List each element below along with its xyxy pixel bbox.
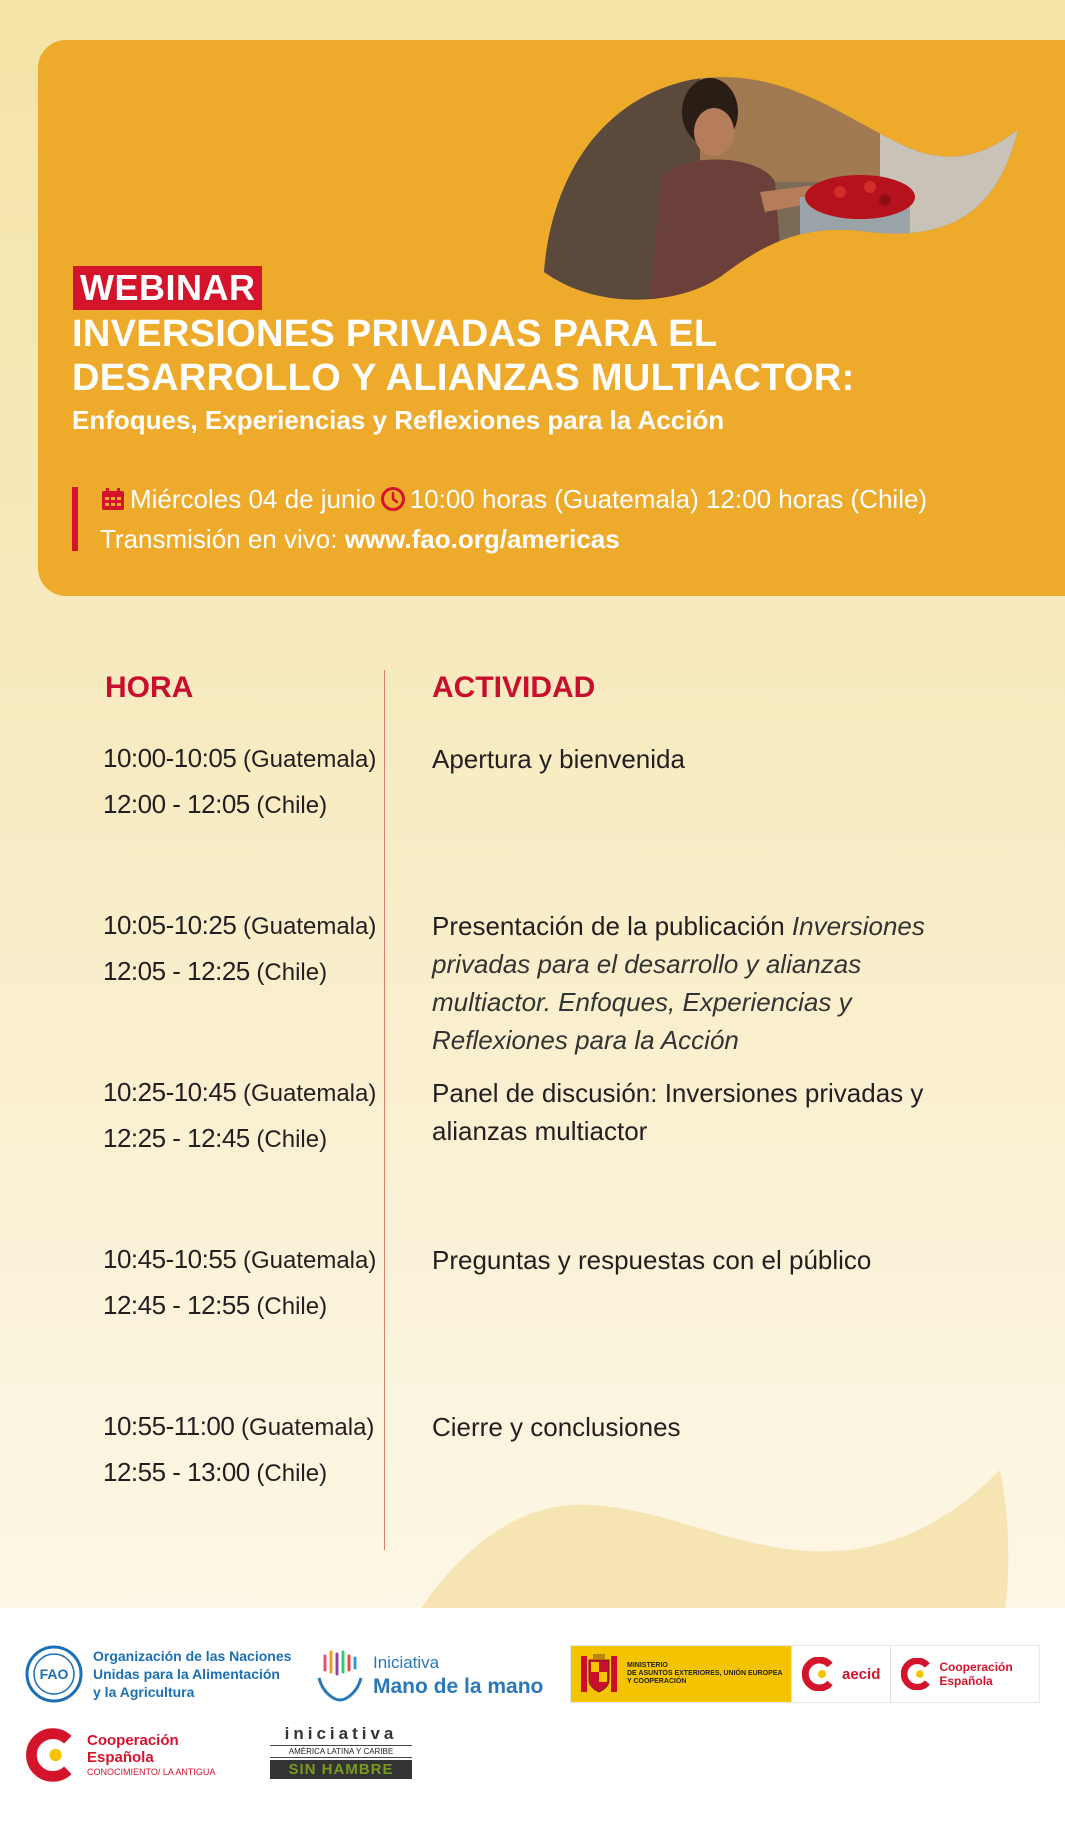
zone-chile: (Chile) <box>249 1460 328 1487</box>
coop-line: Cooperación <box>939 1660 1013 1674</box>
fao-name <box>93 1647 291 1701</box>
hambre-line: iniciativa <box>284 1724 398 1743</box>
ministerio-line: MINISTERIO <box>627 1662 668 1669</box>
ministerio-line: DE ASUNTOS EXTERIORES, UNIÓN EUROPEA <box>627 1670 783 1677</box>
coop-line: CONOCIMIENTO/ LA ANTIGUA <box>87 1767 216 1777</box>
activity-text: Preguntas y respuestas con el público <box>432 1245 872 1275</box>
activity-text: Cierre y conclusiones <box>432 1412 681 1442</box>
cooperacion-icon <box>25 1728 77 1782</box>
cooperacion-espanola-antigua-logo <box>25 1728 215 1782</box>
zone-guatemala: (Guatemala) <box>236 1080 377 1107</box>
coop-line: Cooperación <box>87 1732 179 1749</box>
cooperacion-text <box>939 1660 1012 1688</box>
zone-guatemala: (Guatemala) <box>234 1414 375 1441</box>
event-time: 10:00 horas (Guatemala) 12:00 horas (Chile) <box>409 484 928 514</box>
zone-guatemala: (Guatemala) <box>236 913 377 940</box>
zone-chile: (Chile) <box>249 1293 328 1320</box>
zone-chile: (Chile) <box>249 959 328 986</box>
decorative-wave <box>420 1430 1020 1610</box>
agenda-activity <box>432 740 952 778</box>
mano-line: Mano de la mano <box>373 1675 544 1698</box>
time-chile: 12:00 - 12:05 <box>103 789 250 819</box>
clock-icon <box>380 486 406 512</box>
coop-line: Española <box>87 1749 154 1766</box>
time-chile: 12:55 - 13:00 <box>103 1457 250 1487</box>
ministerio-line: Y COOPERACIÓN <box>627 1678 687 1685</box>
footer <box>0 1608 1065 1825</box>
header-photo <box>540 72 1020 312</box>
time-guatemala: 10:00-10:05 <box>103 743 237 773</box>
fao-line: y la Agricultura <box>93 1684 195 1700</box>
calendar-icon <box>100 486 126 512</box>
agenda-activity <box>432 1241 952 1279</box>
zone-chile: (Chile) <box>249 792 328 819</box>
activity-text: Apertura y bienvenida <box>432 744 685 774</box>
hambre-line: SIN HAMBRE <box>270 1760 412 1779</box>
zone-chile: (Chile) <box>249 1126 328 1153</box>
ministerio-logo <box>571 1646 791 1702</box>
agenda-time <box>103 1070 377 1162</box>
fao-line: Organización de las Naciones <box>93 1648 292 1664</box>
fao-line: Unidas para la Alimentación <box>93 1666 280 1682</box>
time-chile: 12:45 - 12:55 <box>103 1290 250 1320</box>
stream-link[interactable]: www.fao.org/americas <box>344 524 620 554</box>
aecid-text: aecid <box>842 1665 881 1683</box>
time-chile: 12:25 - 12:45 <box>103 1123 250 1153</box>
hambre-line: AMÉRICA LATINA Y CARIBE <box>270 1745 412 1758</box>
agenda-activity <box>432 907 952 1059</box>
zone-guatemala: (Guatemala) <box>236 1247 377 1274</box>
event-datetime <box>100 481 927 517</box>
cooperacion-icon <box>901 1658 933 1690</box>
fao-seal-icon <box>25 1645 83 1703</box>
mano-text <box>373 1652 543 1700</box>
activity-italic: Inversiones privadas para el desarrollo y alianzas multiactor. Enfoques, Experiencias y Reflexiones para la Acción <box>432 911 925 1055</box>
spain-cooperation-logos <box>570 1645 1040 1703</box>
agenda-time <box>103 1237 377 1329</box>
time-guatemala: 10:05-10:25 <box>103 910 237 940</box>
spain-coat-of-arms-icon <box>579 1652 619 1696</box>
title-line-2: DESARROLLO Y ALIANZAS MULTIACTOR: <box>72 357 855 399</box>
column-divider <box>384 670 385 1550</box>
activity-text: Presentación de la publicación <box>432 911 792 941</box>
event-date: Miércoles 04 de junio <box>130 484 376 514</box>
stream-label: Transmisión en vivo: <box>100 524 345 554</box>
webinar-badge: WEBINAR <box>73 266 262 310</box>
time-guatemala: 10:55-11:00 <box>103 1411 235 1441</box>
agenda-time <box>103 903 377 995</box>
hands-icon <box>315 1648 365 1704</box>
column-header-actividad: ACTIVIDAD <box>432 671 596 704</box>
page-subtitle: Enfoques, Experiencias y Reflexiones para la Acción <box>72 405 725 435</box>
agenda-time <box>103 1404 375 1496</box>
sin-hambre-logo <box>270 1725 412 1779</box>
ministerio-text <box>627 1662 783 1686</box>
cooperacion-antigua-text <box>87 1732 215 1778</box>
page-title <box>72 312 972 400</box>
column-header-hora: HORA <box>105 671 194 704</box>
agenda-activity <box>432 1074 952 1150</box>
coop-line: Española <box>939 1674 993 1688</box>
mano-de-la-mano-logo <box>315 1648 543 1704</box>
aecid-logo <box>791 1646 890 1702</box>
agenda-time <box>103 736 377 828</box>
stream-info <box>100 521 620 557</box>
fao-logo <box>25 1645 291 1703</box>
mano-line: Iniciativa <box>373 1653 440 1672</box>
title-line-1: INVERSIONES PRIVADAS PARA EL <box>72 313 718 355</box>
time-chile: 12:05 - 12:25 <box>103 956 250 986</box>
info-accent-bar <box>72 487 78 551</box>
time-guatemala: 10:25-10:45 <box>103 1077 237 1107</box>
zone-guatemala: (Guatemala) <box>236 746 377 773</box>
aecid-icon <box>802 1657 836 1691</box>
svg-text:FAO: FAO <box>39 1666 69 1682</box>
time-guatemala: 10:45-10:55 <box>103 1244 237 1274</box>
activity-text: Panel de discusión: Inversiones privadas y alianzas multiactor <box>432 1078 924 1146</box>
cooperacion-espanola-small-logo <box>890 1646 1022 1702</box>
